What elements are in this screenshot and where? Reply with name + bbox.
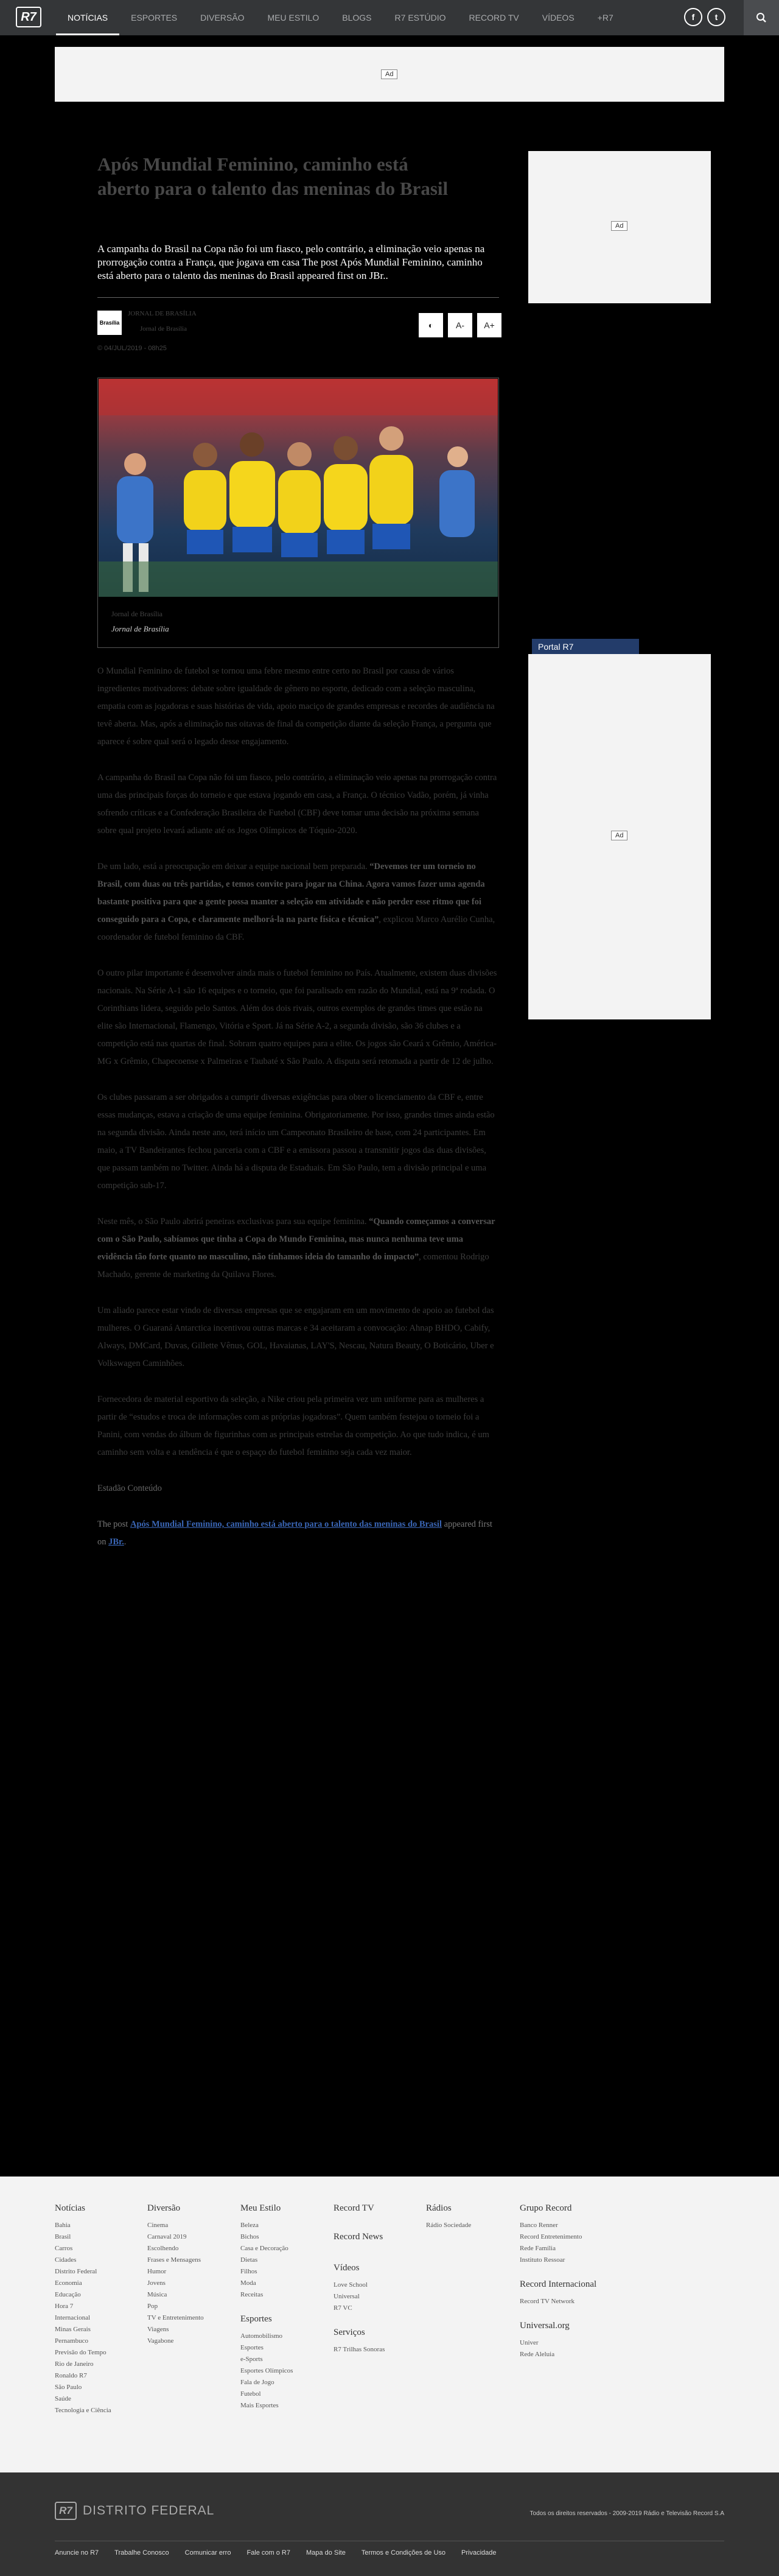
portal-r7-tag[interactable]: Portal R7 xyxy=(532,639,639,655)
main-nav xyxy=(56,0,625,35)
paragraph: Fornecedora de material esportivo da seleção, a Nike criou pela primeira vez um uniforme para as mulheres a partir de “estudos e troca de informações com as próprias jogadoras”. Quem também festejou o torneio foi a Panini, com vendas do álbum de figurinhas com as principais estrelas da competição. Ao que tudo indica, é um caminho sem volta e a tendência é que o espaço do futebol feminino seja cada vez maior. xyxy=(97,1395,489,1457)
footer-link[interactable]: Carnaval 2019 xyxy=(147,2233,187,2240)
paragraph: Um aliado parece estar vindo de diversas empresas que se engajaram em um movimento de apoio ao futebol das mulheres. O Guaraná Antarctica incentivou outras marcas e 34 aceitaram a convocação: Ahnap BHDO, Cabify, Always, DMCard, Duvas, Gillette Vênus, GOL, Havaianas, LAY'S, Nescau, Natura Beauty, O Boticário, Uber e Volkswagen Caminhões. xyxy=(97,1306,494,1368)
footer-link[interactable]: Mapa do Site xyxy=(306,2549,346,2557)
sidebar-ad-tall[interactable] xyxy=(528,654,711,1019)
footer-link[interactable]: Cidades xyxy=(55,2256,77,2264)
footer-link[interactable]: Esportes xyxy=(240,2344,264,2351)
social-links xyxy=(684,8,725,26)
footer-link[interactable]: Bahia xyxy=(55,2222,71,2229)
footer-link[interactable]: São Paulo xyxy=(55,2384,82,2391)
source-note: The post Após Mundial Feminino, caminho está aberto para o talento das meninas do Brasil appeared first on JBr.. xyxy=(97,1519,492,1547)
twitter-icon[interactable]: t xyxy=(707,8,725,26)
r7-logo: R7 xyxy=(55,2502,77,2520)
footer-heading[interactable]: Record TV xyxy=(334,2203,374,2213)
footer-link[interactable]: Frases e Mensagens xyxy=(147,2256,201,2264)
footer-col-grupo xyxy=(520,2203,611,2374)
footer-heading[interactable]: Meu Estilo xyxy=(240,2203,281,2213)
footer-link[interactable]: Brasil xyxy=(55,2233,71,2240)
footer-link[interactable]: Educação xyxy=(55,2291,81,2298)
search-button[interactable] xyxy=(744,0,779,35)
footer-link[interactable]: Hora 7 xyxy=(55,2303,74,2310)
footer-link[interactable]: Casa e Decoração xyxy=(240,2245,288,2252)
copyright: Todos os direitos reservados - 2009-2019 Rádio e Televisão Record S.A xyxy=(529,2510,724,2517)
footer-link[interactable]: Receitas xyxy=(240,2291,264,2298)
footer-link[interactable]: R7 Trilhas Sonoras xyxy=(334,2346,385,2353)
article-title: Após Mundial Feminino, caminho está aberto para o talento das meninas do Brasil xyxy=(97,153,449,199)
footer-link[interactable]: Internacional xyxy=(55,2314,91,2321)
paragraph: Neste mês, o São Paulo abrirá peneiras exclusivas para sua equipe feminina. “Quando começamos a conversar com o São Paulo, sabíamos que tinha a Copa do Mundo Feminina, mas nunca nenhuma teve uma evidência tão forte quanto no masculino, não tínhamos ideia do tamanho do impacto”, comentou Rodrigo Machado, gerente de marketing da Quilava Flores. xyxy=(97,1217,495,1279)
publish-date: © 04/JUL/2019 - 08h25 xyxy=(97,345,167,352)
footer-link[interactable]: Record Entretenimento xyxy=(520,2233,582,2240)
footer-link[interactable]: Love School xyxy=(334,2281,368,2289)
sidebar-ad[interactable] xyxy=(528,151,711,303)
nav-meu-estilo[interactable]: MEU ESTILO xyxy=(267,13,320,23)
author-logo: Brasília xyxy=(97,311,122,335)
footer-col-diversao xyxy=(147,2203,239,2360)
nav-r7-estudio[interactable]: R7 ESTÚDIO xyxy=(394,13,446,23)
footer-link[interactable]: Rio de Janeiro xyxy=(55,2360,94,2368)
content-credit: Estadão Conteúdo xyxy=(97,1483,162,1493)
article-photo[interactable] xyxy=(99,379,498,597)
nav-esportes[interactable]: ESPORTES xyxy=(131,13,178,23)
footer-heading[interactable]: Vídeos xyxy=(334,2263,360,2273)
footer-link[interactable]: Rádio Sociedade xyxy=(426,2222,472,2229)
nav-record-tv[interactable]: RECORD TV xyxy=(469,13,519,23)
search-icon xyxy=(756,12,767,23)
ad-label: Ad xyxy=(611,221,627,231)
article-subtitle: A campanha do Brasil na Copa não foi um fiasco, pelo contrário, a eliminação veio apenas na prorrogação contra a França, que jogava em casa The post Após Mundial Feminino, caminho está aberto para o talento das meninas do Brasil appeared first on JBr.. xyxy=(97,243,485,281)
photo-credit: Jornal de Brasília xyxy=(111,610,162,618)
footer-heading[interactable]: Esportes xyxy=(240,2314,272,2324)
footer-col-noticias xyxy=(55,2203,146,2430)
footer-link[interactable]: Fala de Jogo xyxy=(240,2379,274,2386)
footer-link[interactable]: Dietas xyxy=(240,2256,258,2264)
region-name: DISTRITO FEDERAL xyxy=(83,2504,215,2518)
footer-link[interactable]: Previsão do Tempo xyxy=(55,2349,107,2356)
decrease-font-button[interactable]: A- xyxy=(448,313,472,337)
ad-label: Ad xyxy=(611,831,627,840)
quote: “Devemos ter um torneio no Brasil, com duas ou três partidas, e temos convite para jogar na China. Agora vamos fazer uma agenda bastante positiva para que a gente possa manter a seleção em atividade e não perder esse ritmo que foi conseguido para a Copa, e claramente melhorá-la na parte física e técnica” xyxy=(97,862,485,924)
footer-link[interactable]: Filhos xyxy=(240,2268,257,2275)
footer-link[interactable]: Rede Família xyxy=(520,2245,556,2252)
nav-videos[interactable]: VÍDEOS xyxy=(542,13,575,23)
source-article-link[interactable]: Após Mundial Feminino, caminho está aberto para o talento das meninas do Brasil xyxy=(130,1519,442,1529)
divider xyxy=(97,297,499,298)
footer-link[interactable]: Trabalhe Conosco xyxy=(114,2549,169,2557)
article-body xyxy=(97,663,499,1569)
footer-link[interactable]: R7 VC xyxy=(334,2304,352,2312)
footer-heading[interactable]: Universal.org xyxy=(520,2321,570,2331)
footer-link[interactable]: Moda xyxy=(240,2279,256,2287)
footer-link[interactable]: Record TV Network xyxy=(520,2298,575,2305)
contrast-toggle-button[interactable]: ◐ xyxy=(419,313,443,337)
footer-link[interactable]: Fale com o R7 xyxy=(246,2549,290,2557)
facebook-icon[interactable]: f xyxy=(684,8,702,26)
footer-heading[interactable]: Serviços xyxy=(334,2328,365,2337)
footer-col-record xyxy=(334,2203,425,2369)
footer-link[interactable]: Tecnologia e Ciência xyxy=(55,2407,111,2414)
footer-heading[interactable]: Rádios xyxy=(426,2203,452,2213)
footer-link[interactable]: Instituto Ressoar xyxy=(520,2256,565,2264)
footer-link[interactable]: Rede Aleluia xyxy=(520,2351,555,2358)
footer-link[interactable]: Comunicar erro xyxy=(184,2549,231,2557)
footer-link[interactable]: Música xyxy=(147,2291,167,2298)
footer-link[interactable]: Distrito Federal xyxy=(55,2268,97,2275)
footer-link[interactable]: Economia xyxy=(55,2279,82,2287)
nav-noticias[interactable]: NOTÍCIAS xyxy=(56,0,119,35)
footer-link[interactable]: Privacidade xyxy=(461,2549,497,2557)
nav-blogs[interactable]: BLOGS xyxy=(342,13,372,23)
footer-link[interactable]: Futebol xyxy=(240,2390,261,2398)
footer-link[interactable]: Saúde xyxy=(55,2395,71,2402)
footer-link[interactable]: Pop xyxy=(147,2303,158,2310)
paragraph: O outro pilar importante é desenvolver ainda mais o futebol feminino no País. Atualmente, existem duas divisões nacionais. Na Série A-1 são 16 equipes e o torneio, que foi paralisado em razão do Mundial, está na 9ª rodada. O Corinthians lidera, seguido pelo Santos. Além dos dois rivais, outros exemplos de grandes times que estão na elite são Internacional, Flamengo, Vitória e Sport. Já na Série A-2, a segunda divisão, são 36 clubes e a competição está nas quartas de final. Sobram quatro equipes para a elite. Os jogos são Ceará x Grêmio, América-MG x Grêmio, Chapecoense x Palmeiras e Taubaté x São Paulo. A disputa será retomada a partir de 12 de julho. xyxy=(97,968,497,1066)
footer-link[interactable]: Cinema xyxy=(147,2222,169,2229)
increase-font-button[interactable]: A+ xyxy=(477,313,501,337)
paragraph: A campanha do Brasil na Copa não foi um fiasco, pelo contrário, a eliminação veio apenas na prorrogação contra uma das principais forças do torneio e que estava jogando em casa, a França. O técnico Vadão, porém, já vinha sofrendo críticas e a Confederação Brasileira de Futebol (CBF) deve tomar uma decisão na próxima semana sobre qual projeto levará adiante até os Jogos Olímpicos de Tóquio-2020. xyxy=(97,773,497,836)
footer-link[interactable]: Ronaldo R7 xyxy=(55,2372,87,2379)
source-site-link[interactable]: JBr. xyxy=(108,1537,124,1547)
author-subtitle: Jornal de Brasília xyxy=(140,325,187,333)
footer-link[interactable]: Anuncie no R7 xyxy=(55,2549,99,2557)
footer-link[interactable]: e-Sports xyxy=(240,2356,263,2363)
site-footer xyxy=(0,2177,779,2472)
footer-link[interactable]: Carros xyxy=(55,2245,73,2252)
footer-link[interactable]: Beleza xyxy=(240,2222,259,2229)
footer-link[interactable]: Univer xyxy=(520,2339,539,2346)
footer-link[interactable]: TV e Entretenimento xyxy=(147,2314,204,2321)
footer-link[interactable]: Termos e Condições de Uso xyxy=(361,2549,446,2557)
photo-caption: Jornal de Brasília xyxy=(111,624,169,633)
footer-link[interactable]: Mais Esportes xyxy=(240,2402,279,2409)
footer-link[interactable]: Humor xyxy=(147,2268,167,2275)
footer-link[interactable]: Jovens xyxy=(147,2279,166,2287)
footer-heading[interactable]: Record News xyxy=(334,2232,383,2242)
footer-heading[interactable]: Record Internacional xyxy=(520,2279,597,2289)
ad-label: Ad xyxy=(381,69,397,79)
bottom-bar xyxy=(0,2472,779,2576)
r7-logo[interactable]: R7 xyxy=(16,7,41,27)
quote: “Quando começamos a conversar com o São Paulo, sabíamos que tinha a Copa do Mundo Feminina, mas nunca nenhuma teve uma evidência tão forte quanto no masculino, não tínhamos ideia do tamanho do impacto” xyxy=(97,1217,495,1262)
paragraph: Os clubes passaram a ser obrigados a cumprir diversas exigências para obter o licenciamento da CBF e, entre essas mudanças, estava a criação de uma equipe feminina. Obrigatoriamente. Por isso, grandes times ainda estão na segunda divisão. Ainda neste ano, terá início um Campeonato Brasileiro de base, com 24 participantes. Em maio, a TV Bandeirantes fechou parceria com a CBF e a emissora passou a transmitir jogos das duas divisões, que passam também no Twitter. Ainda há a disputa de Estaduais. Em São Paulo, tem a divisão principal e uma competição sub-17. xyxy=(97,1093,495,1191)
top-ad-banner[interactable] xyxy=(55,47,724,102)
nav-diversao[interactable]: DIVERSÃO xyxy=(200,13,245,23)
footer-link[interactable]: Escolhendo xyxy=(147,2245,179,2252)
footer-col-meu-estilo xyxy=(240,2203,332,2425)
footer-link[interactable]: Universal xyxy=(334,2293,360,2300)
reading-tools xyxy=(419,313,501,337)
footer-heading[interactable]: Grupo Record xyxy=(520,2203,572,2213)
top-navigation-bar xyxy=(0,0,779,35)
footer-link[interactable]: Viagens xyxy=(147,2326,169,2333)
footer-link[interactable]: Automobilismo xyxy=(240,2332,283,2340)
footer-col-radios xyxy=(426,2203,517,2245)
footer-links xyxy=(55,2549,497,2557)
author-name[interactable]: JORNAL DE BRASÍLIA xyxy=(128,310,197,317)
footer-heading[interactable]: Notícias xyxy=(55,2203,85,2213)
footer-heading[interactable]: Diversão xyxy=(147,2203,181,2213)
nav-more-r7[interactable]: +R7 xyxy=(597,13,613,23)
paragraph: De um lado, está a preocupação em deixar a equipe nacional bem preparada. “Devemos ter um torneio no Brasil, com duas ou três partidas, e temos convite para jogar na China. Agora vamos fazer uma agenda bastante positiva para que a gente possa manter a seleção em atividade e não perder esse ritmo que foi conseguido para a Copa, e claramente melhorá-la na parte física e técnica”, explicou Marco Aurélio Cunha, coordenador de futebol feminino da CBF. xyxy=(97,862,495,942)
paragraph: O Mundial Feminino de futebol se tornou uma febre mesmo entre certo no Brasil por causa de vários ingredientes motivadores: debate sobre igualdade de gênero no esporte, dedicado com a seleção masculina, empatia com as jogadoras e suas histórias de vida, apoio maciço de grandes empresas e recordes de audiência na tevê aberta. Mas, após a eliminação nas oitavas de final da competição diante da seleção França, a pergunta que aparece é sobre qual será o legado desse engajamento. xyxy=(97,666,495,747)
footer-link[interactable]: Vagabone xyxy=(147,2337,174,2345)
regional-logo[interactable] xyxy=(55,2502,214,2520)
footer-link[interactable]: Minas Gerais xyxy=(55,2326,91,2333)
footer-link[interactable]: Banco Renner xyxy=(520,2222,558,2229)
article-figure xyxy=(97,378,499,648)
footer-link[interactable]: Bichos xyxy=(240,2233,259,2240)
footer-link[interactable]: Esportes Olímpicos xyxy=(240,2367,293,2374)
footer-link[interactable]: Pernambuco xyxy=(55,2337,88,2345)
